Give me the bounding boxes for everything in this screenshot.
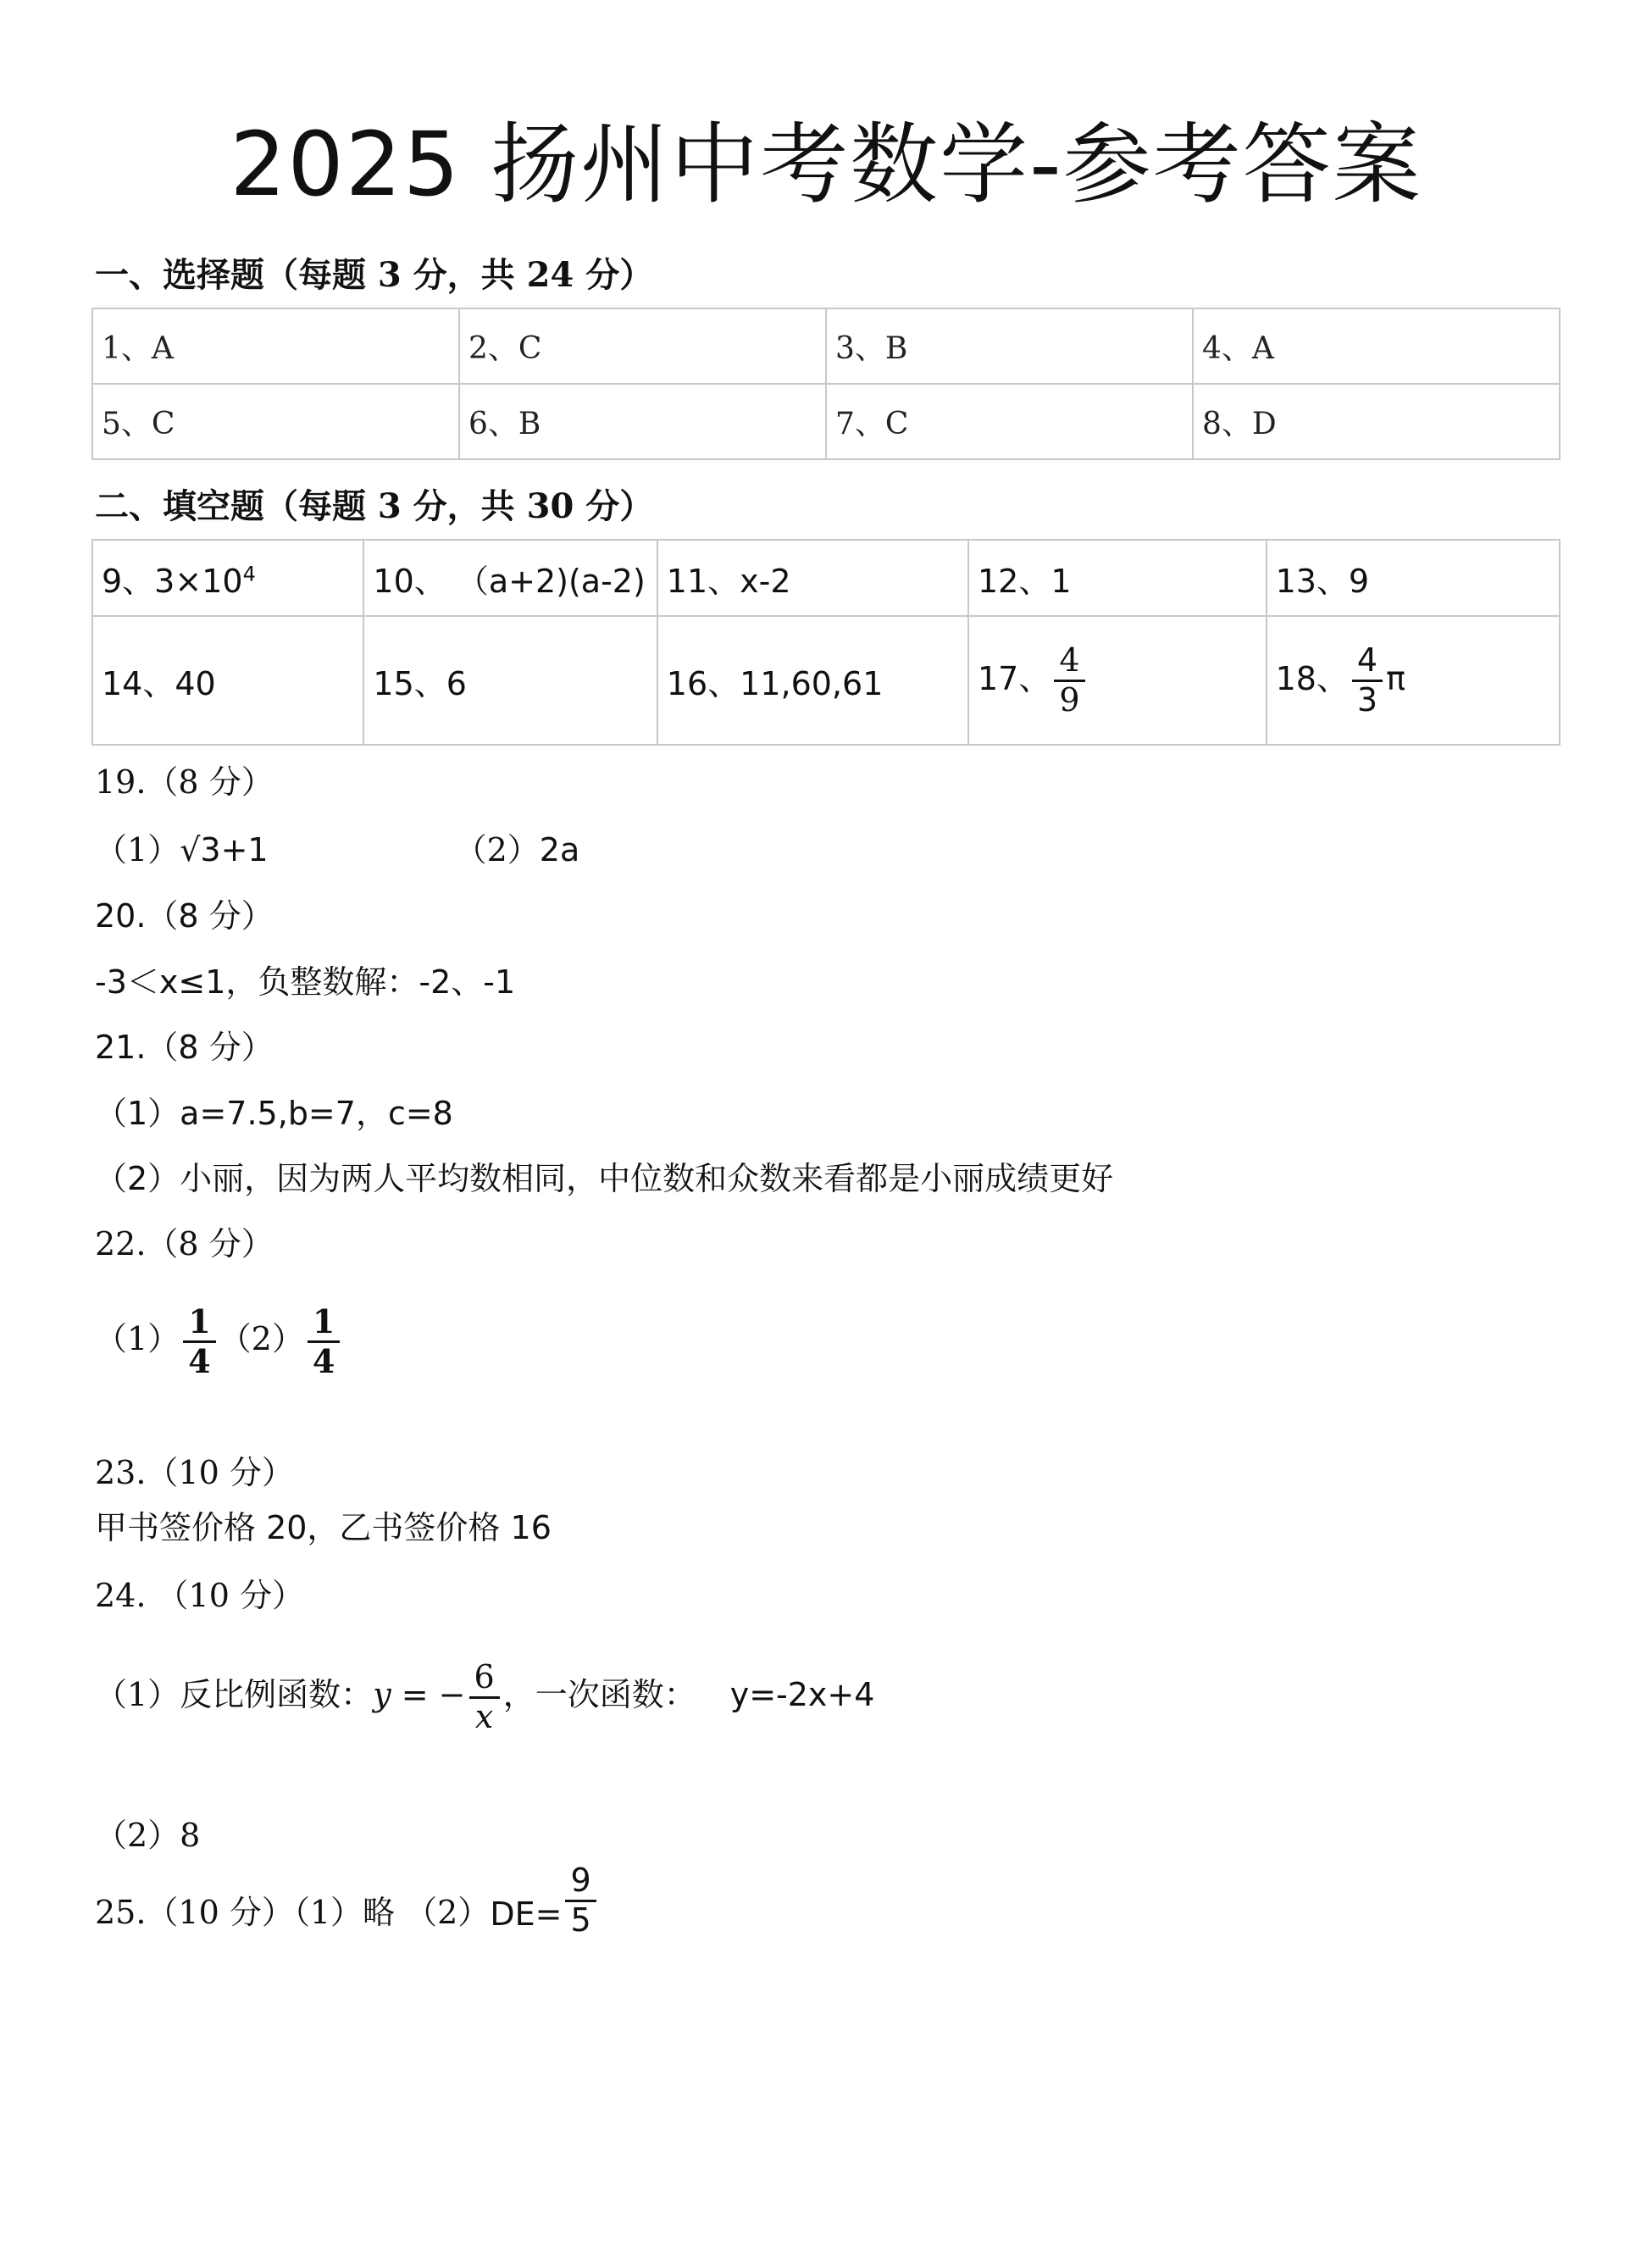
fraction-denominator: 3 — [1356, 680, 1378, 719]
fraction-denominator: 4 — [188, 1341, 211, 1380]
table-cell: 3、B — [826, 308, 1193, 384]
q24-part1-mid: ，一次函数： — [502, 1675, 696, 1713]
q21-header: 21.（8 分） — [95, 1029, 274, 1066]
table-cell — [968, 616, 1267, 745]
fraction — [469, 1658, 500, 1735]
section-heading-choice: 一、选择题（每题 3 分，共 24 分） — [95, 255, 654, 295]
table-cell: 6、B — [459, 384, 826, 459]
fraction-denominator: 4 — [312, 1341, 335, 1380]
table-cell — [92, 540, 363, 616]
page-title: 2025 扬州中考数学-参考答案 — [230, 113, 1422, 216]
fraction — [308, 1302, 340, 1380]
table-cell: 15、6 — [363, 616, 657, 745]
table-cell: 1、A — [92, 308, 459, 384]
q19-answer — [95, 824, 579, 870]
table-row — [92, 308, 1560, 384]
q23-header: 23.（10 分） — [95, 1454, 294, 1491]
q24-part2: （2）8 — [95, 1817, 201, 1854]
q19-part1: √3+1 — [180, 831, 269, 868]
table-cell: 2、C — [459, 308, 826, 384]
table-cell: 16、11,60,61 — [657, 616, 968, 745]
fraction-denominator: 5 — [570, 1901, 591, 1939]
q20-answer: -3＜x≤1，负整数解：-2、-1 — [95, 963, 516, 1001]
choice-answer-table — [91, 308, 1561, 460]
answer-17-label: 17、 — [977, 659, 1051, 697]
fraction-numerator: 9 — [565, 1864, 596, 1902]
fraction — [183, 1302, 215, 1380]
table-cell: 14、40 — [92, 616, 363, 745]
pi-symbol: π — [1386, 659, 1405, 697]
table-cell: 5、C — [92, 384, 459, 459]
q24-header: 24. （10 分） — [95, 1577, 304, 1614]
fill-answer-table — [91, 539, 1561, 746]
q25-answer-prefix: DE= — [490, 1895, 563, 1933]
q25-header: 25.（10 分）（1）略 （2） — [95, 1893, 491, 1931]
q19-part1-label: （1） — [95, 831, 180, 868]
table-cell: 4、A — [1193, 308, 1560, 384]
table-cell: 8、D — [1193, 384, 1560, 459]
fraction — [1352, 641, 1383, 719]
table-row — [92, 384, 1560, 459]
answer-18-label: 18、 — [1275, 659, 1349, 697]
fraction-numerator: 1 — [308, 1305, 340, 1343]
q21-part2: （2）小丽，因为两人平均数相同，中位数和众数来看都是小丽成绩更好 — [95, 1160, 1114, 1197]
q19-part2-label: （2） — [454, 831, 540, 868]
fraction-numerator: 6 — [469, 1661, 500, 1699]
table-cell — [1267, 616, 1560, 745]
q22-answer — [95, 1302, 343, 1380]
q22-header: 22.（8 分） — [95, 1225, 274, 1262]
answer-9-exponent: 4 — [242, 561, 256, 585]
table-row — [92, 540, 1560, 616]
fraction — [565, 1864, 596, 1938]
table-cell: 10、 （a+2)(a-2) — [363, 540, 657, 616]
table-row — [92, 616, 1560, 745]
table-cell: 13、9 — [1267, 540, 1560, 616]
q22-part1-label: （1） — [95, 1319, 180, 1357]
q21-part1: （1）a=7.5,b=7，c=8 — [95, 1095, 453, 1132]
q22-part2-label: （2） — [219, 1319, 304, 1357]
table-cell: 11、x-2 — [657, 540, 968, 616]
fraction-numerator: 4 — [1054, 644, 1084, 682]
answer-9: 9、3×10 — [102, 562, 243, 600]
fraction-numerator: 1 — [183, 1305, 215, 1343]
fraction — [1054, 641, 1084, 719]
q19-part2: 2a — [539, 831, 580, 868]
q25-answer — [95, 1864, 600, 1938]
q20-header: 20.（8 分） — [95, 897, 274, 935]
q24-linear-function: y=-2x+4 — [729, 1675, 875, 1713]
table-cell: 7、C — [826, 384, 1193, 459]
fraction-denominator: x — [474, 1697, 494, 1735]
q19-header: 19.（8 分） — [95, 763, 274, 801]
q24-part1-label: （1）反比例函数： — [95, 1675, 374, 1713]
q24-equation: y = − — [373, 1675, 466, 1713]
table-cell: 12、1 — [968, 540, 1267, 616]
fraction-denominator: 9 — [1059, 680, 1080, 719]
section-heading-fill: 二、填空题（每题 3 分，共 30 分） — [95, 486, 654, 526]
fraction-numerator: 4 — [1352, 644, 1383, 682]
q24-part1 — [95, 1658, 875, 1735]
q23-answer: 甲书签价格 20，乙书签价格 16 — [95, 1509, 552, 1546]
